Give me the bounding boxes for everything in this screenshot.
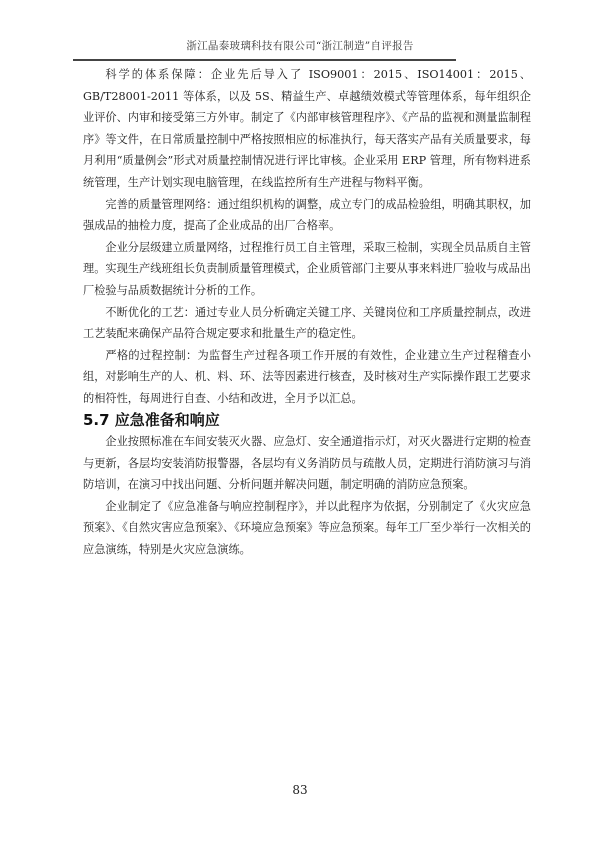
paragraph-quality-system: 科学的体系保障：企业先后导入了 ISO9001：2015、ISO14001：2015、GB/T28001-2011 等体系，以及 5S、精益生产、卓越绩效模式等管理体系，每年组织企业评价、内审和接受第三方外审。制定了《内部审核管理程序》、《产品的监视和测量监制程序》等文件，在日常质量控制中严格按照相应的标准执行，每天落实产品有关质量要求，每月利用“质量例会”形式对质量控制情况进行评比审核。企业采用 ERP 管理，所有物料进系统管理，生产计划实现电脑管理，在线监控所有生产进程与物料平衡。 xyxy=(83,68,531,189)
paragraph-quality-network: 完善的质量管理网络：通过组织机构的调整，成立专门的成品检验组，明确其职权，加强成品的抽检力度，提高了企业成品的出厂合格率。 xyxy=(83,197,531,233)
header-divider xyxy=(73,59,456,61)
paragraph-emergency-plans: 企业制定了《应急准备与响应控制程序》，并以此程序为依据，分别制定了《火灾应急预案》、《自然灾害应急预案》、《环境应急预案》等应急预案。每年工厂至少举行一次相关的应急演练，特别是火灾应急演练。 xyxy=(83,499,531,557)
page-number: 83 xyxy=(292,783,308,797)
document-body xyxy=(83,64,531,561)
paragraph-layered-quality: 企业分层级建立质量网络，过程推行员工自主管理，采取三检制，实现全员品质自主管理。实现生产线班组长负责制质量管理模式，企业质管部门主要从事来料进厂验收与成品出厂检验与品质数据统计分析的工作。 xyxy=(83,240,531,297)
paragraph-process-control: 严格的过程控制：为监督生产过程各项工作开展的有效性，企业建立生产过程稽查小组，对影响生产的人、机、料、环、法等因素进行核查，及时核对生产实际操作跟工艺要求的相符性，每周进行自查、小结和改进，全月予以汇总。 xyxy=(83,348,531,405)
section-heading: 5.7 应急准备和响应 xyxy=(83,410,220,429)
paragraph-process-optimization: 不断优化的工艺：通过专业人员分析确定关键工序、关键岗位和工序质量控制点，改进工艺装配来确保产品符合规定要求和批量生产的稳定性。 xyxy=(83,305,531,341)
header-title: 浙江晶泰玻璃科技有限公司“浙江制造”自评报告 xyxy=(186,40,414,52)
paragraph-emergency-equipment: 企业按照标准在车间安装灭火器、应急灯、安全通道指示灯，对灭火器进行定期的检查与更新，各层均安装消防报警器，各层均有义务消防员与疏散人员，定期进行消防演习与消防培训，在演习中找出问题、分析问题并解决问题，制定明确的消防应急预案。 xyxy=(83,435,531,492)
